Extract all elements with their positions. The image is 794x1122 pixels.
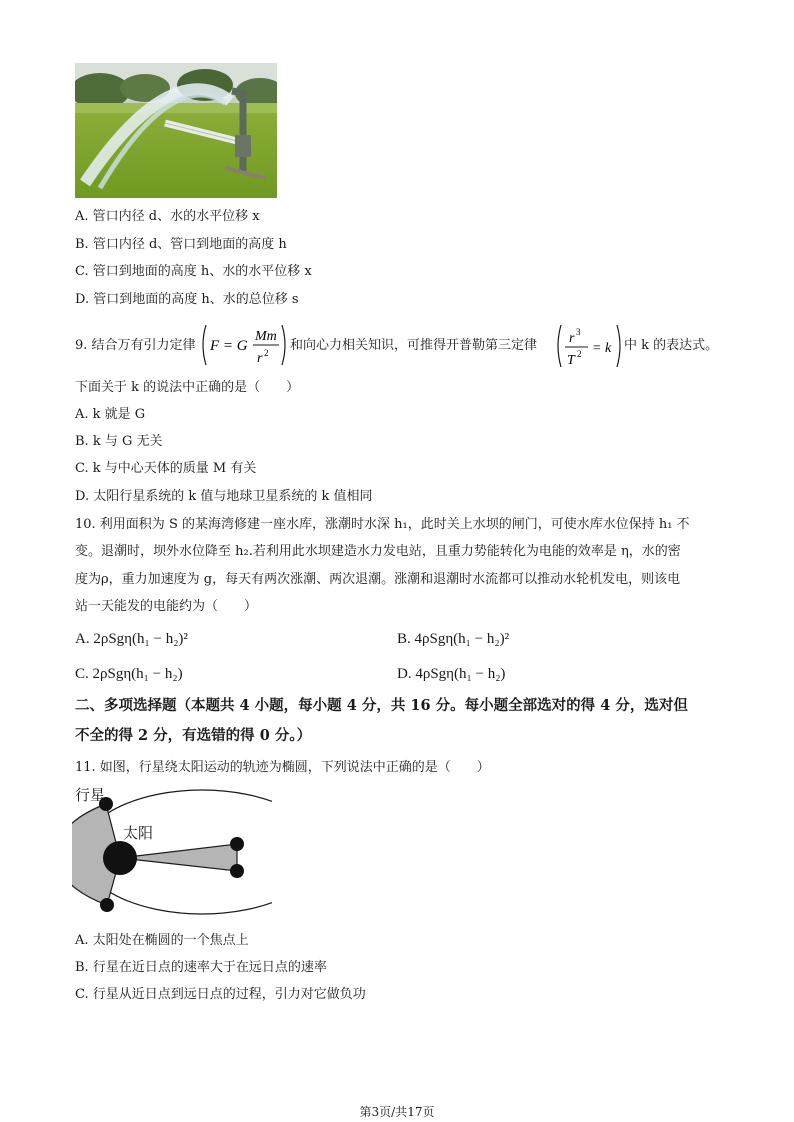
q9-option-b: B. k 与 G 无关 <box>75 434 163 449</box>
planet-dot <box>230 837 244 851</box>
q10-line-1: 10. 利用面积为 S 的某海湾修建一座水库，涨潮时水深 h₁，此时关上水坝的闸门，可使水库水位保持 h₁ 不 <box>75 517 690 532</box>
planet-dot <box>100 898 114 912</box>
q9-option-d: D. 太阳行星系统的 k 值与地球卫星系统的 k 值相同 <box>75 489 373 504</box>
page-number: 第3页/共17页 <box>359 1105 435 1119</box>
q8-option-d: D. 管口到地面的高度 h、水的总位移 s <box>75 292 299 307</box>
q10-option-c: C. 2ρSgη(h₁ − h₂) <box>75 666 183 682</box>
q11-option-b: B. 行星在近日点的速率大于在远日点的速率 <box>75 960 327 975</box>
q9-option-a: A. k 就是 G <box>75 407 146 422</box>
q10-line-4: 站一天能发的电能约为（ ） <box>75 599 258 614</box>
q10-line-3: 度为ρ，重力加速度为 g，每天有两次涨潮、两次退潮。涨潮和退潮时水流都可以推动水轮机发电，则该电 <box>75 572 681 587</box>
svg-text:2: 2 <box>264 348 269 358</box>
q11-stem: 11. 如图，行星绕太阳运动的轨迹为椭圆，下列说法中正确的是（ ） <box>75 760 490 775</box>
q10-line-2: 变。退潮时，坝外水位降至 h₂.若利用此水坝建造水力发电站，且重力势能转化为电能的效率是 η，水的密 <box>75 544 681 559</box>
svg-text:Mm: Mm <box>255 329 277 344</box>
sun-label: 太阳 <box>123 825 154 842</box>
planet-dot <box>230 864 244 878</box>
svg-text:F = G: F = G <box>210 338 248 354</box>
svg-text:r: r <box>569 331 575 346</box>
svg-text:r: r <box>257 351 263 366</box>
q9-formula-gravitation <box>199 322 289 368</box>
svg-text:T: T <box>567 353 575 368</box>
svg-text:= k: = k <box>592 341 612 356</box>
q10-option-a: A. 2ρSgη(h₁ − h₂)² <box>75 631 188 647</box>
irrigation-photo <box>75 63 277 198</box>
svg-text:3: 3 <box>576 327 581 337</box>
sun-circle <box>103 841 137 875</box>
q9-question: 下面关于 k 的说法中正确的是（ ） <box>75 380 300 395</box>
q9-formula-kepler <box>554 322 624 370</box>
svg-text:2: 2 <box>577 349 582 359</box>
q9-stem-part1: 9. 结合万有引力定律 <box>75 338 196 353</box>
q11-option-a: A. 太阳处在椭圆的一个焦点上 <box>75 933 249 948</box>
q10-option-b: B. 4ρSgη(h₁ − h₂)² <box>397 631 510 647</box>
q8-option-a: A. 管口内径 d、水的水平位移 x <box>75 209 260 224</box>
q8-option-b: B. 管口内径 d、管口到地面的高度 h <box>75 237 287 252</box>
q10-option-d: D. 4ρSgη(h₁ − h₂) <box>397 666 506 682</box>
q11-option-c: C. 行星从近日点到远日点的过程，引力对它做负功 <box>75 987 366 1002</box>
q9-stem-part3: 中 k 的表达式。 <box>624 338 719 353</box>
q8-option-c: C. 管口到地面的高度 h、水的水平位移 x <box>75 264 312 279</box>
q9-stem-part2: 和向心力相关知识，可推得开普勒第三定律 <box>290 338 538 353</box>
section2-heading-line1: 二、多项选择题（本题共 4 小题，每小题 4 分，共 16 分。每小题全部选对的得 4 分，选对但 <box>75 697 688 714</box>
section2-heading-line2: 不全的得 2 分，有选错的得 0 分。） <box>75 727 312 744</box>
planet-label: 行星 <box>75 787 106 804</box>
orbit-diagram <box>72 784 272 918</box>
q9-option-c: C. k 与中心天体的质量 M 有关 <box>75 461 257 476</box>
